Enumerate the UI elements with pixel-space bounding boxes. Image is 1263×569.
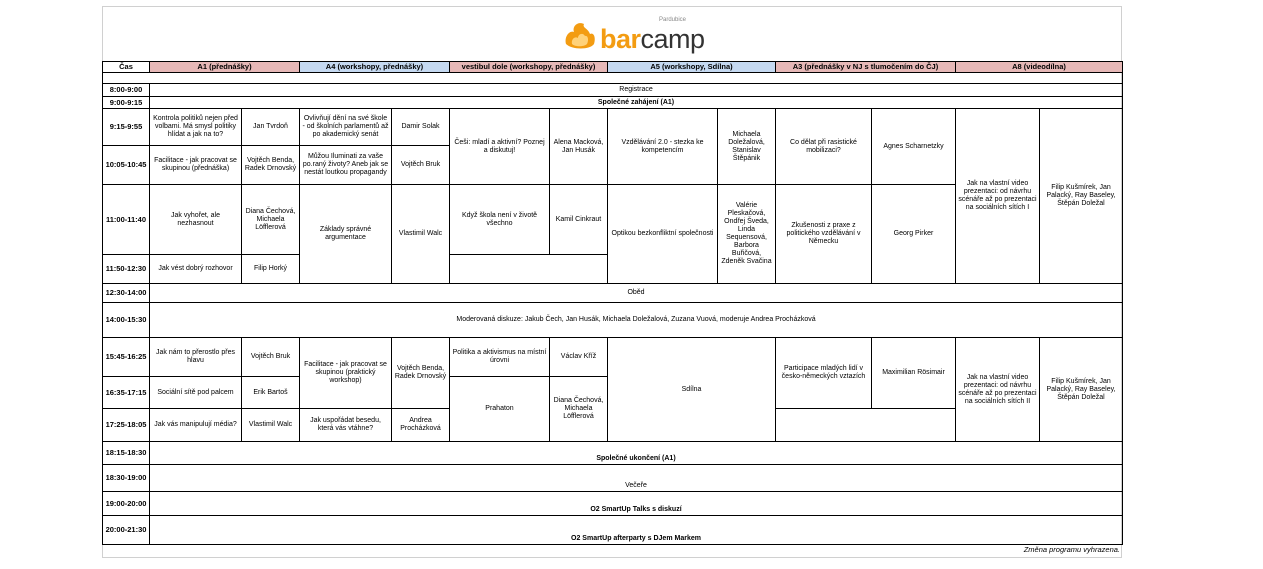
session-title: Jak vás manipulují média? [149,408,242,442]
session-title: Vzdělávání 2.0 - stezka ke kompetencím [607,108,718,185]
session-speaker: Vlastimil Walc [391,184,450,284]
obed-row: Oběd [149,283,1123,303]
session-speaker: Václav Kříž [549,337,608,377]
session-title: Jak vyhořet, ale nezhasnout [149,184,242,255]
session-speaker: Michaela Doležalová, Stanislav Štěpánik [717,108,776,185]
footnote: Změna programu vyhrazena. [1023,545,1120,554]
session-title: Jak uspořádat besedu, která vás vtáhne? [299,408,392,442]
session-speaker: Erik Bartoš [241,376,300,409]
header-a3: A3 (přednášky v NJ s tlumočením do ČJ) [775,61,956,73]
session-title: Jak vést dobrý rozhovor [149,254,242,284]
session-speaker: Damir Solak [391,108,450,146]
session-speaker: Vojtěch Bruk [241,337,300,377]
session-speaker: Agnes Scharnetzky [871,108,956,185]
logo-wordmark: barcamp [600,24,705,54]
time-slot: 10:05-10:45 [102,145,150,185]
header-a4: A4 (workshopy, přednášky) [299,61,450,73]
time-slot: 19:00-20:00 [102,491,150,516]
empty-slot [449,254,608,284]
session-speaker: Vlastimil Walc [241,408,300,442]
time-slot: 14:00-15:30 [102,302,150,338]
time-slot: 16:35-17:15 [102,376,150,409]
session-title: Co dělat při rasistické mobilizaci? [775,108,872,185]
zahajeni-row: Společné zahájení (A1) [149,96,1123,109]
session-speaker: Alena Macková, Jan Husák [549,108,608,185]
time-slot: 15:45-16:25 [102,337,150,377]
session-speaker: Filip Kušmírek, Jan Palacký, Ray Baseley, Štěpán Doležal [1039,108,1123,284]
time-slot: 11:00-11:40 [102,184,150,255]
session-title: Zkušenosti z praxe z politického vzdělávání v Německu [775,184,872,284]
session-speaker: Jan Tvrdoň [241,108,300,146]
session-speaker: Vojtěch Benda, Radek Drnovský [241,145,300,185]
session-speaker: Filip Horký [241,254,300,284]
header-a5: A5 (workshopy, Sdílna) [607,61,776,73]
ukonceni-row: Společné ukončení (A1) [149,441,1123,465]
diskuze-row: Moderovaná diskuze: Jakub Čech, Jan Husák, Michaela Doležalová, Zuzana Vuová, moderuje Andrea Procházková [149,302,1123,338]
session-title: Sociální sítě pod palcem [149,376,242,409]
session-speaker: Diana Čechová, Michaela Löfflerová [241,184,300,255]
talks-row: O2 SmartUp Talks s diskuzí [149,491,1123,516]
session-title: Politika a aktivismus na místní úrovni [449,337,550,377]
session-title: Jak nám to přerostlo přes hlavu [149,337,242,377]
session-speaker: Maximilian Rösimair [871,337,956,409]
session-speaker: Diana Čechová, Michaela Löfflerová [549,376,608,442]
registrace-row: Registrace [149,83,1123,97]
session-title: Sdílna [607,337,776,442]
time-slot: 18:30-19:00 [102,464,150,492]
session-title: Jak na vlastní video prezentaci: od návrhu scénáře až po prezentaci na sociálních sítích I [955,108,1040,284]
session-speaker: Kamil Cinkraut [549,184,608,255]
session-speaker: Vojtěch Benda, Radek Drnovský [391,337,450,409]
time-slot: 18:15-18:30 [102,441,150,465]
session-title: Když škola není v životě všechno [449,184,550,255]
session-title: Prahaton [449,376,550,442]
session-title: Můžou Iluminati za vaše po.raný životy? Aneb jak se nestát loutkou propagandy [299,145,392,185]
session-speaker: Andrea Procházková [391,408,450,442]
session-speaker: Valérie Pleskačová, Ondřej Šveda, Linda Sequensová, Barbora Buřičová, Zdeněk Svačina [717,184,776,284]
session-title: Facilitace - jak pracovat se skupinou (přednáška) [149,145,242,185]
header-time: Čas [102,61,150,73]
session-title: Optikou bezkonfliktní společnosti [607,184,718,284]
time-slot: 17:25-18:05 [102,408,150,442]
empty-slot [775,408,956,442]
session-title: Kontrola politiků nejen před volbami. Má smysl politiky hlídat a jak na to? [149,108,242,146]
session-title: Jak na vlastní video prezentaci: od návrhu scénáře až po prezentaci na sociálních sítích II [955,337,1040,442]
time-slot: 9:15-9:55 [102,108,150,146]
time-slot: 12:30-14:00 [102,283,150,303]
header-a1: A1 (přednášky) [149,61,300,73]
session-title: Ovlivňují dění na své škole - od školních parlamentů až po akademický senát [299,108,392,146]
logo-city: Pardubice [659,17,687,23]
session-title: Facilitace - jak pracovat se skupinou (praktický workshop) [299,337,392,409]
session-speaker: Filip Kušmírek, Jan Palacký, Ray Baseley, Štěpán Doležal [1039,337,1123,442]
session-speaker: Vojtěch Bruk [391,145,450,185]
barcamp-logo [562,14,712,58]
afterparty-row: O2 SmartUp afterparty s DJem Markem [149,515,1123,545]
session-title: Participace mladých lidí v česko-německých vztazích [775,337,872,409]
vecere-row: Večeře [149,464,1123,492]
header-vestibul: vestibul dole (workshopy, přednášky) [449,61,608,73]
header-a8: A8 (videodílna) [955,61,1123,73]
flame-icon [562,18,598,52]
time-slot: 20:00-21:30 [102,515,150,545]
session-speaker: Georg Pirker [871,184,956,284]
time-slot: 11:50-12:30 [102,254,150,284]
session-title: Základy správné argumentace [299,184,392,284]
session-title: Češi: mladí a aktivní? Poznej a diskutuj! [449,108,550,185]
time-slot: 8:00-9:00 [102,83,150,97]
time-slot: 9:00-9:15 [102,96,150,109]
